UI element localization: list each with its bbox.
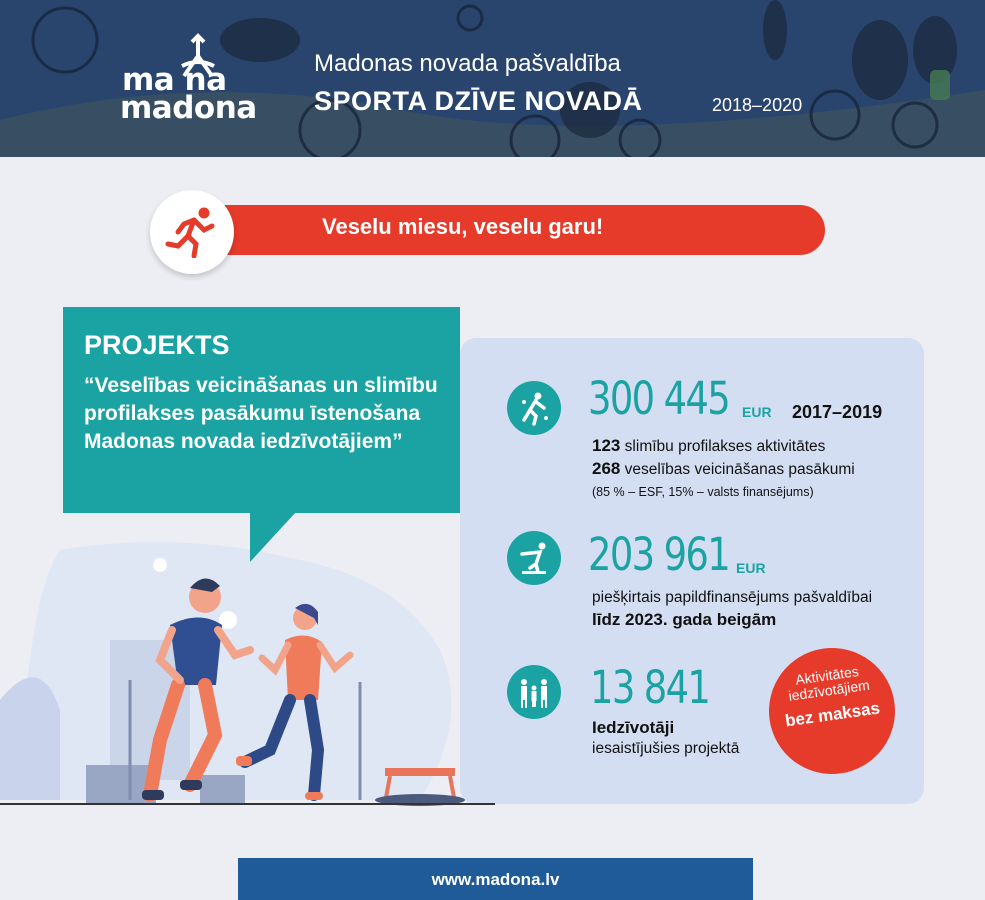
stat-1-line-2-text: veselības veicināšanas pasākumi: [620, 461, 855, 478]
stat-1-line-1-number: 123: [592, 436, 621, 455]
madona-logo: [120, 32, 270, 126]
stat-2-value: 203 961: [588, 528, 730, 581]
ground-line: [0, 803, 495, 805]
runner-icon: [164, 206, 220, 258]
fitness-icon: [516, 390, 552, 426]
slogan-icon-circle: [150, 190, 234, 274]
header-title: SPORTA DZĪVE NOVADĀ: [314, 86, 643, 116]
badge-line-1: Aktivitātes iedzīvotājiem: [787, 662, 871, 704]
stat-1-value: 300 445: [588, 372, 730, 425]
stat-2-icon-circle: [507, 531, 561, 585]
footer-url-link[interactable]: www.madona.lv: [431, 870, 560, 889]
stat-1-line-1-text: slimību profilakses aktivitātes: [620, 438, 826, 455]
stat-1-icon-circle: [507, 381, 561, 435]
stat-3-line-1: Iedzīvotāji: [592, 718, 675, 737]
header-years: 2018–2020: [712, 95, 803, 115]
stat-3-icon-circle: [507, 665, 561, 719]
logo-line-1: ma na: [122, 62, 227, 98]
stat-2-line-1: piešķirtais papildfinansējums pašvaldībai: [592, 589, 873, 606]
stat-1-line-2-number: 268: [592, 459, 621, 478]
stat-1-note: (85 % – ESF, 15% – valsts finansējums): [592, 485, 814, 499]
stat-1-period: 2017–2019: [792, 402, 883, 422]
stat-2-unit: EUR: [736, 560, 766, 576]
header-subtitle: Madonas novada pašvaldība: [314, 50, 621, 77]
project-quote: “Veselības veicināšanas un slimību profilakses pasākumu īstenošana Madonas novada iedzīvotājiem”: [84, 374, 438, 453]
stat-1-line-2: [592, 459, 855, 479]
stat-3-value: 13 841: [590, 661, 710, 714]
project-box-tail: [250, 512, 296, 562]
stat-1-unit: EUR: [742, 404, 772, 420]
slogan-text: Veselu miesu, veselu garu!: [322, 214, 604, 239]
stat-3-line-2: iesaistījušies projektā: [592, 740, 740, 757]
stat-1-line-1: [592, 436, 825, 456]
logo-line-2: madona: [120, 90, 257, 126]
family-icon: [516, 674, 552, 710]
header-banner: [0, 0, 985, 157]
project-label: PROJEKTS: [84, 330, 230, 360]
badge-line-2: bez maksas: [783, 698, 882, 731]
stat-2-line-2: līdz 2023. gada beigām: [592, 610, 777, 629]
exercise-icon: [516, 540, 552, 576]
